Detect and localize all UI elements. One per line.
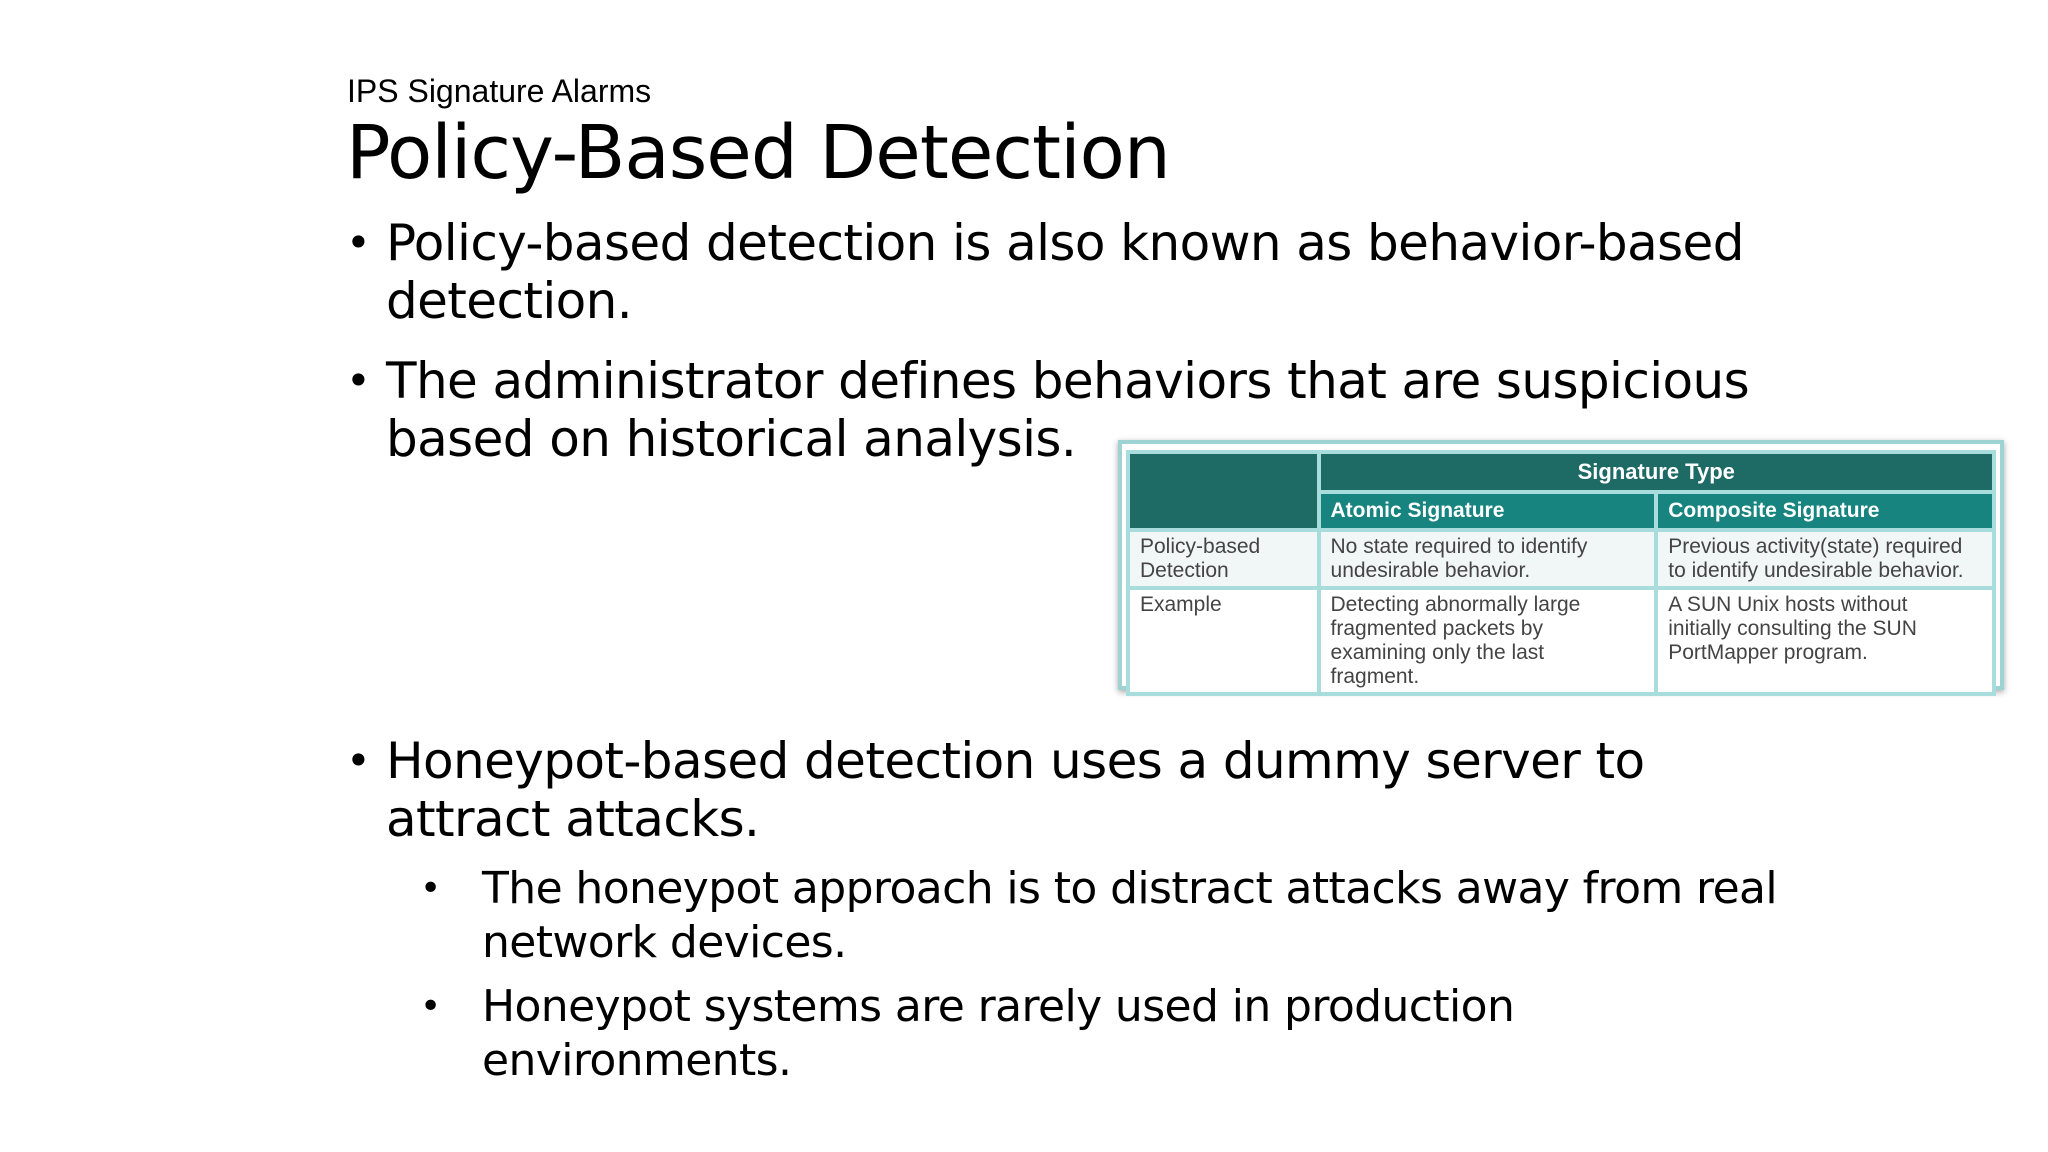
- table-cell: Previous activity(state) required to identify undesirable behavior.: [1656, 530, 1994, 588]
- bullet-line: Honeypot-based detection uses a dummy server to: [386, 732, 1645, 790]
- table-row: [1128, 588, 1994, 694]
- table-cell: A SUN Unix hosts without initially consulting the SUN PortMapper program.: [1656, 588, 1994, 694]
- signature-type-table: [1126, 450, 1996, 696]
- table-cell: Detecting abnormally large fragmented packets by examining only the last fragment.: [1319, 588, 1657, 694]
- sub-bullet-item: [420, 862, 1777, 970]
- bullet-icon: •: [420, 868, 441, 909]
- bullet-icon: •: [420, 986, 441, 1027]
- column-header-composite: Composite Signature: [1656, 492, 1994, 530]
- bullet-line: attract attacks.: [386, 790, 760, 848]
- signature-type-table-image: [1118, 440, 2004, 690]
- bullet-icon: •: [346, 218, 371, 267]
- slide-subtitle: IPS Signature Alarms: [347, 73, 652, 109]
- bullet-line: environments.: [482, 1035, 792, 1086]
- row-label: Policy-based Detection: [1128, 530, 1319, 588]
- bullet-line: The administrator defines behaviors that are suspicious: [386, 352, 1750, 410]
- bullet-line: Honeypot systems are rarely used in production: [482, 981, 1515, 1032]
- bullet-item: [346, 214, 1744, 330]
- bullet-line: Policy-based detection is also known as behavior-based: [386, 214, 1744, 272]
- table-corner-cell: [1128, 452, 1319, 530]
- bullet-line: network devices.: [482, 917, 847, 968]
- bullet-icon: •: [346, 356, 371, 405]
- bullet-icon: •: [346, 736, 371, 785]
- sub-bullet-item: [420, 980, 1514, 1088]
- table-header: Signature Type: [1319, 452, 1994, 492]
- row-label: Example: [1128, 588, 1319, 694]
- bullet-line: The honeypot approach is to distract attacks away from real: [482, 863, 1778, 914]
- bullet-line: based on historical analysis.: [386, 410, 1077, 468]
- table-row: [1128, 530, 1994, 588]
- column-header-atomic: Atomic Signature: [1319, 492, 1657, 530]
- bullet-line: detection.: [386, 272, 633, 330]
- table-cell: No state required to identify undesirable behavior.: [1319, 530, 1657, 588]
- bullet-item: [346, 732, 1645, 848]
- slide-title: Policy-Based Detection: [346, 110, 1170, 196]
